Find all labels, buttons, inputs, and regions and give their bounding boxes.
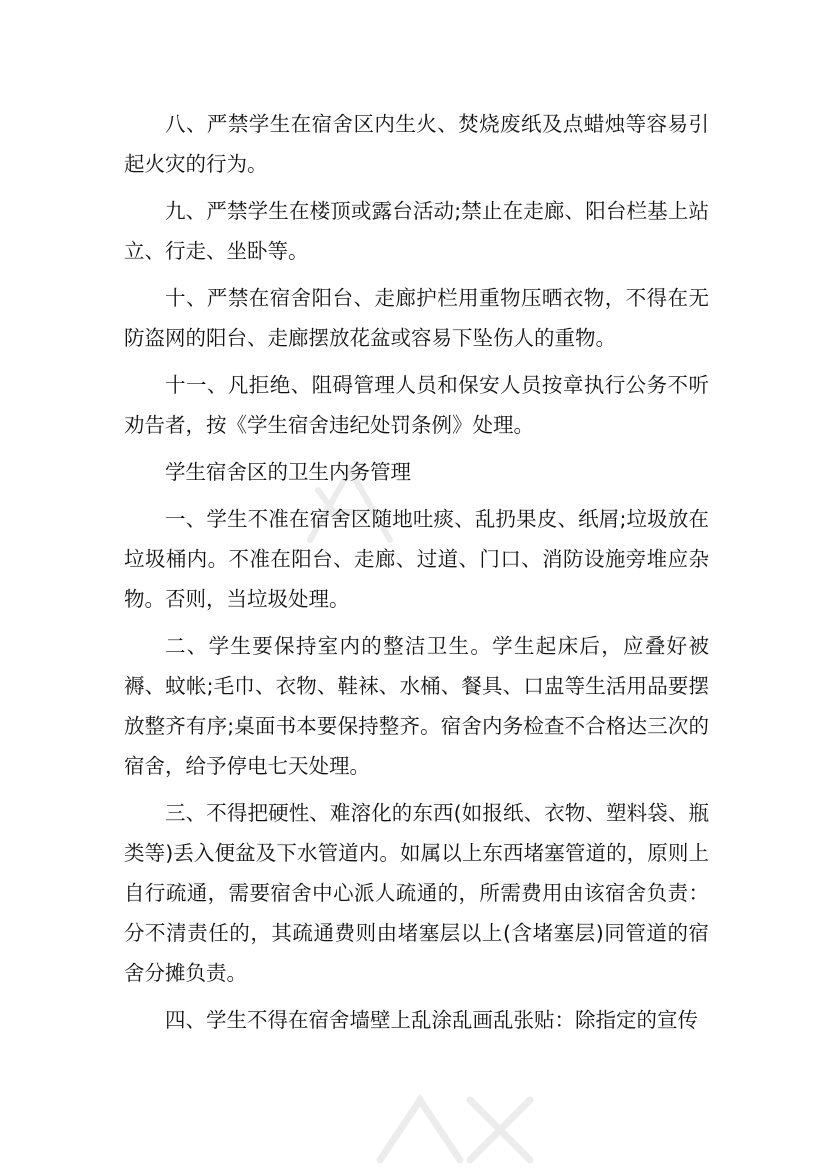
watermark-logo-icon [370,1080,540,1174]
paragraph-rule-10: 十、严禁在宿舍阳台、走廊护栏用重物压晒衣物，不得在无防盗网的阳台、走廊摆放花盆或容易下坠伤人的重物。 [124,286,709,350]
paragraph-hygiene-2: 二、学生要保持室内的整洁卫生。学生起床后，应叠好被褥、蚊帐;毛巾、衣物、鞋袜、水桶、餐具、口盅等生活用品要摆放整齐有序;桌面书本要保持整齐。宿舍内务检查不合格达三次的宿舍，给予停电七天处理。 [124,634,709,778]
paragraph-hygiene-4: 四、学生不得在宿舍墙壁上乱涂乱画乱张贴：除指定的宣传 [165,1008,698,1032]
paragraph-rule-11: 十一、凡拒绝、阻碍管理人员和保安人员按章执行公务不听劝告者，按《学生宿舍违纪处罚条例》处理。 [124,373,709,437]
section-heading: 学生宿舍区的卫生内务管理 [165,460,411,484]
watermark-bottom [370,1080,540,1174]
document-body [124,104,709,1047]
paragraph-hygiene-1: 一、学生不准在宿舍区随地吐痰、乱扔果皮、纸屑;垃圾放在垃圾桶内。不准在阳台、走廊、过道、门口、消防设施旁堆应杂物。否则，当垃圾处理。 [124,507,709,611]
paragraph-hygiene-3: 三、不得把硬性、难溶化的东西(如报纸、衣物、塑料袋、瓶类等)丢入便盆及下水管道内。如属以上东西堵塞管道的，原则上自行疏通，需要宿舍中心派人疏通的，所需费用由该宿舍负责：分不清责任的，其疏通费则由堵塞层以上(含堵塞层)同管道的宿舍分摊负责。 [124,801,709,985]
paragraph-rule-8: 八、严禁学生在宿舍区内生火、焚烧废纸及点蜡烛等容易引起火灾的行为。 [124,112,709,176]
paragraph-rule-9: 九、严禁学生在楼顶或露台活动;禁止在走廊、阳台栏基上站立、行走、坐卧等。 [124,199,709,263]
